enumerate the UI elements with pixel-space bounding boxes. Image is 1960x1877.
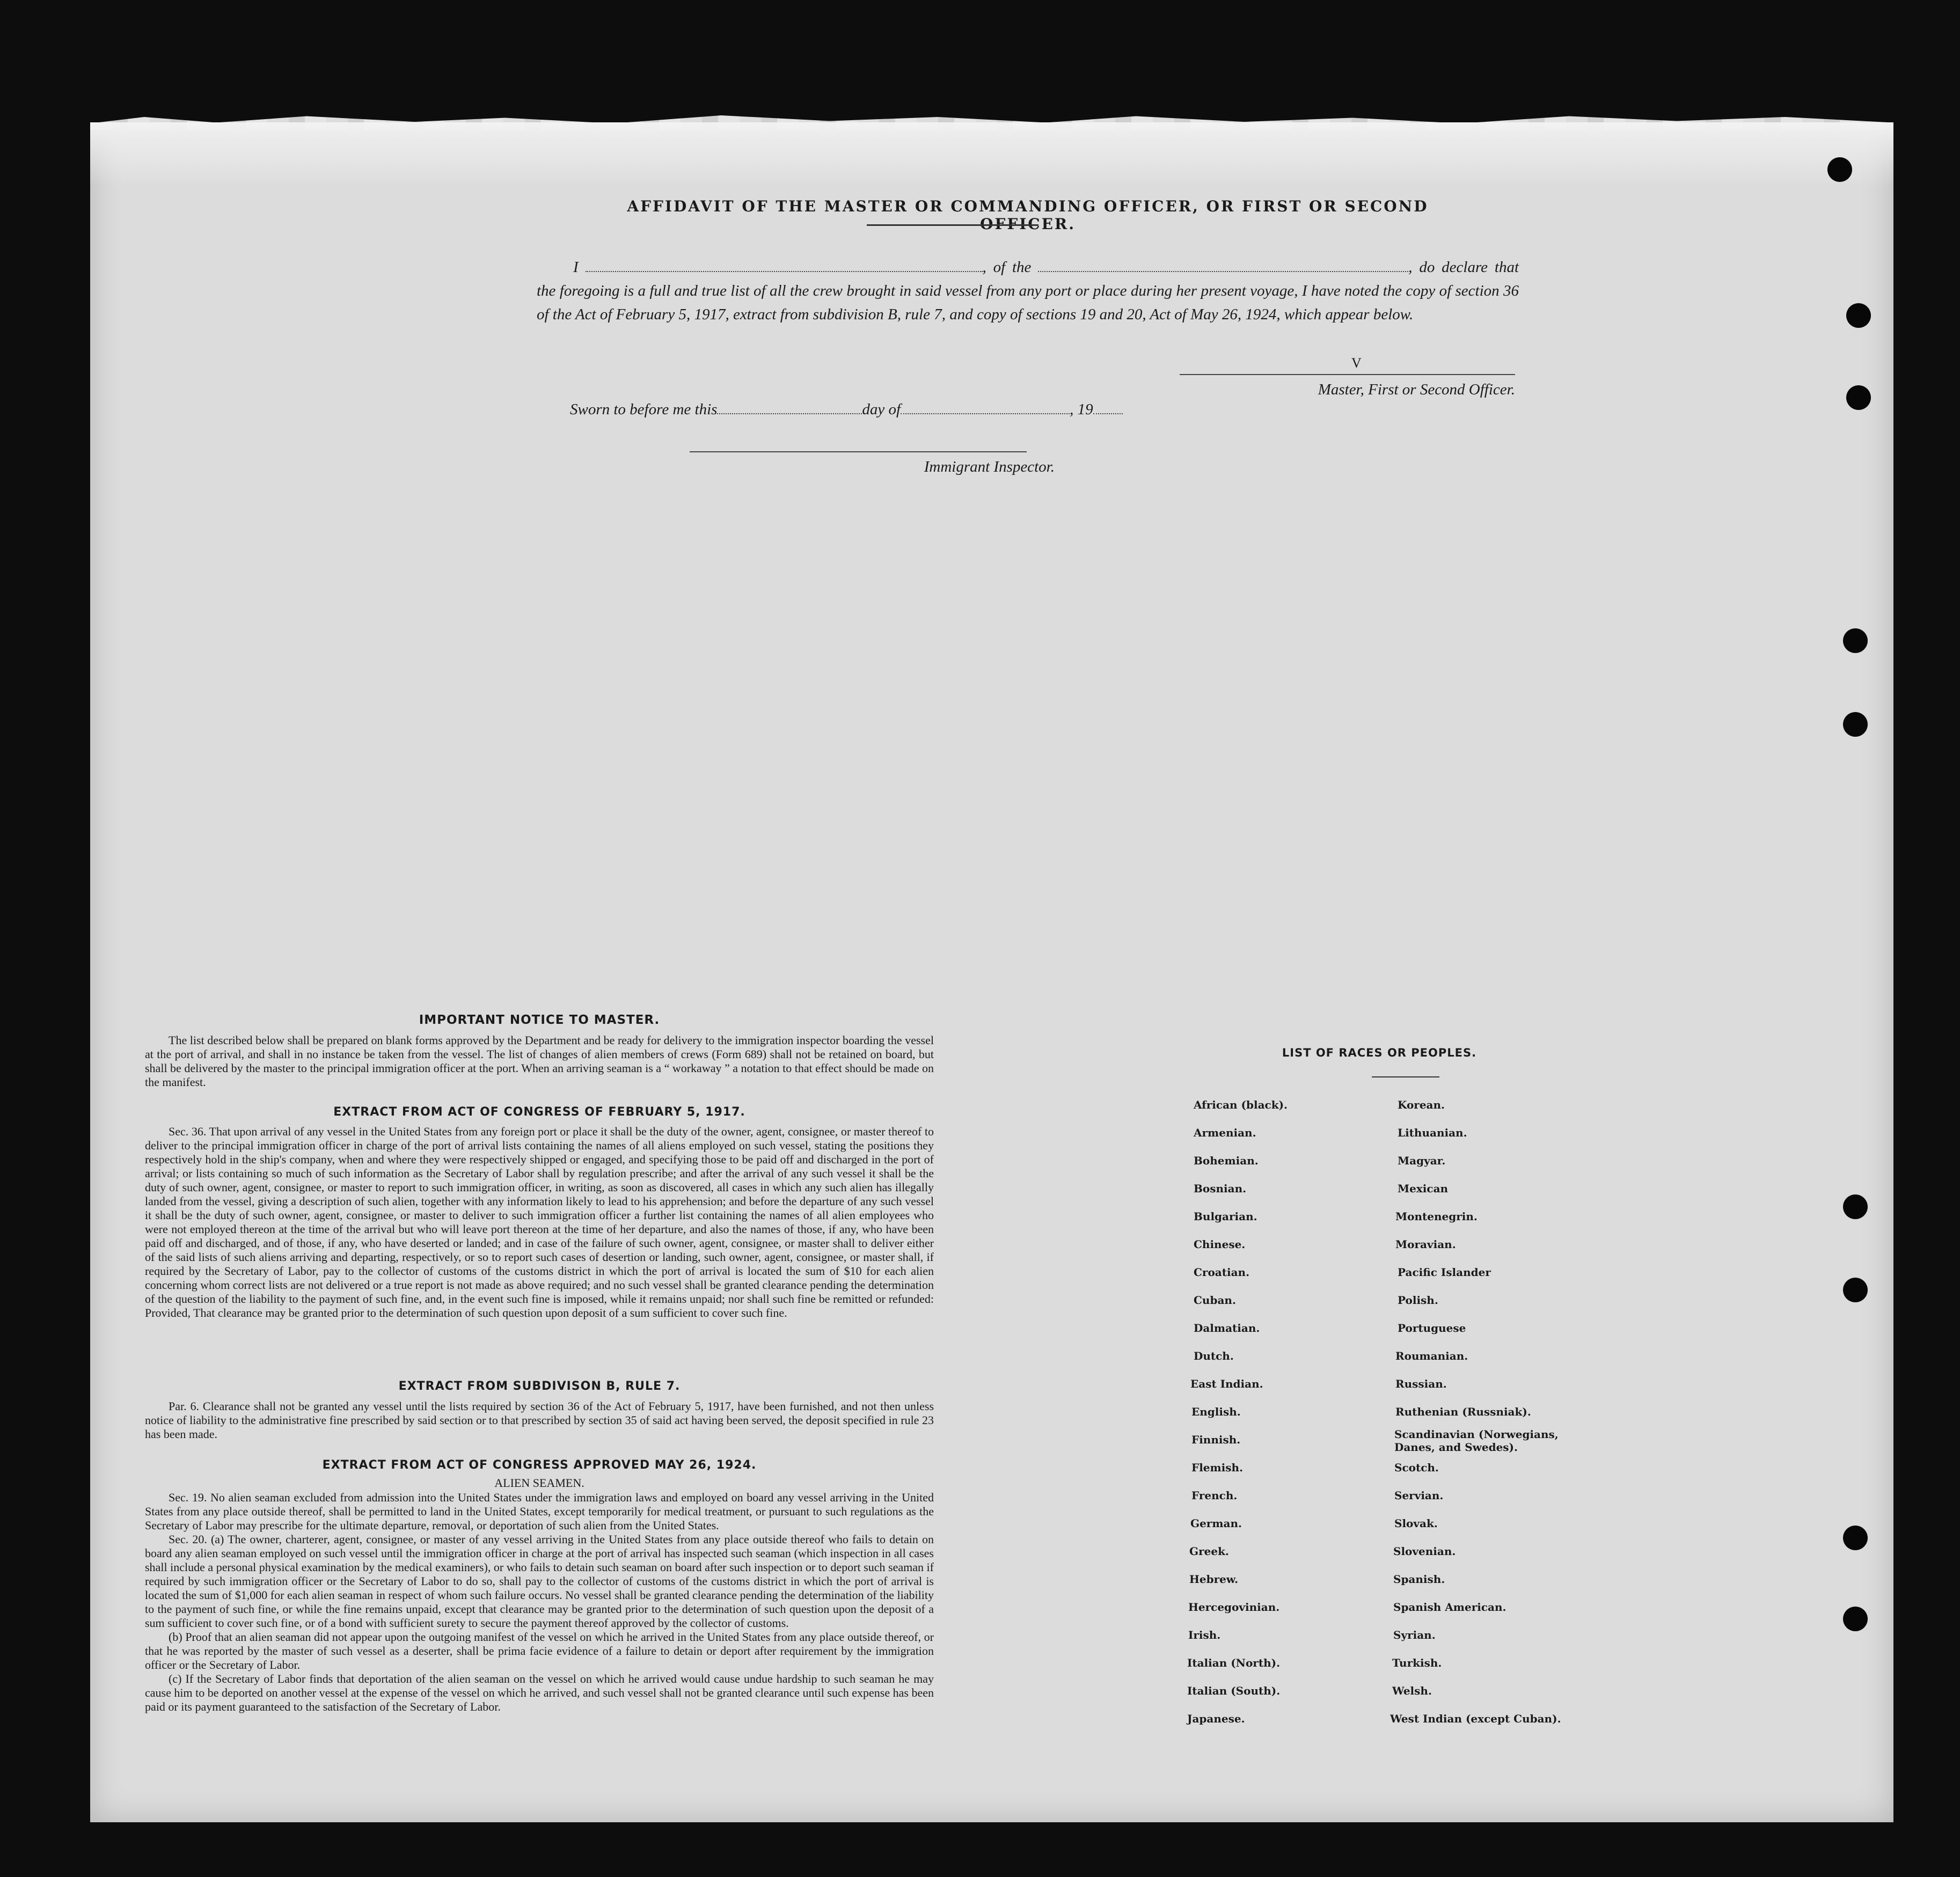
race-item: Pacific Islander [1398,1266,1491,1279]
race-item: Bohemian. [1194,1154,1259,1167]
race-item: African (black). [1194,1098,1288,1111]
race-item: Bulgarian. [1194,1210,1257,1223]
name-field[interactable] [586,258,983,272]
sworn-month-field[interactable] [901,400,1070,414]
race-item: French. [1191,1489,1238,1502]
race-item: West Indian (except Cuban). [1390,1712,1561,1725]
section-20c-paragraph: (c) If the Secretary of Labor finds that deportation of the alien seaman on the vessel on which he arrived would cause undue hardship to such seaman he may cause him to be deported on another vessel at the expense of the vessel on which he arrived, and such vessel shall not be granted clearance until such expense has been paid or its payment guaranteed to the satisfaction of the Secretary of Labor. [145,1672,934,1713]
race-item: Welsh. [1392,1684,1432,1697]
race-item: Hebrew. [1189,1573,1239,1586]
signature-line[interactable] [1180,374,1515,375]
affidavit-of: , of the [982,259,1032,276]
race-item: Syrian. [1393,1629,1436,1641]
extract-1917-text [145,1125,934,1320]
race-item: Scandinavian (Norwegians, Danes, and Swedes). [1394,1428,1559,1454]
binder-hole-icon [1846,303,1871,328]
binder-hole-icon [1843,712,1868,737]
affidavit-declare: , do declare [1408,259,1488,276]
race-item: Ruthenian (Russniak). [1395,1405,1531,1418]
section-36-paragraph: Sec. 36. That upon arrival of any vessel in the United States from any foreign port or place it shall be the duty of the owner, agent, consignee, or master thereof to deliver to the principal immigration officer in charge of the port of arrival lists containing the names of all aliens employed on such vessel, stating the positions they respectively hold in the ship's company, when and where they were respectively shipped or engaged, and specifying those to be paid off and discharged in the port of arrival; or lists containing so much of such information as the Secretary of Labor shall by regulation prescribe; and after the arrival of any such vessel it shall be the duty of such owner, agent, consignee, or master to report to such immigration officer, in writing, as soon as discovered, all cases in which any such alien has illegally landed from the vessel, giving a description of such alien, together with any information likely to lead to his apprehension; and before the departure of any such vessel it shall be the duty of such owner, agent, consignee, or master to deliver to such immigration officer a further list containing the names of all alien employees who were not employed thereon at the time of the arrival but who will leave port thereon at the time of her departure, and also the names of those, if any, who have been paid off and discharged, and of those, if any, who have deserted or landed; and in case of the failure of such owner, agent, consignee, or master shall to deliver either of the said lists of such aliens arriving and departing, respectively, or so to report such cases of desertion or landing, such owner, agent, consignee, or master shall, if required by the Secretary of Labor, pay to the collector of customs of the customs district in which the port of arrival is located the sum of $10 for each alien concerning whom correct lists are not delivered or a true report is not made as above required; and no such vessel shall be granted clearance pending the determination of the question of the liability to the payment of such fine, and, in the event such fine is imposed, while it remains unpaid; nor shall such fine be remitted or refunded: Provided, That clearance may be granted prior to the determination of such question upon deposit of a sum sufficient to cover such fine. [145,1125,934,1319]
race-item: Greek. [1189,1545,1229,1558]
rule7-paragraph: Par. 6. Clearance shall not be granted any vessel until the lists required by section 36 of the Act of February 5, 1917, have been furnished, and not then unless notice of liability to the administrative fine prescribed by said section or to that prescribed by section 35 of said act having been served, the deposit specified in rule 23 has been made. [145,1399,934,1441]
extract-1924-text [145,1491,934,1714]
race-item: Roumanian. [1395,1350,1468,1362]
race-item: Slovak. [1394,1517,1438,1530]
sworn-text: Sworn to before me this [570,401,718,418]
notice-heading: IMPORTANT NOTICE TO MASTER. [419,1013,660,1027]
race-item: Italian (South). [1187,1684,1281,1697]
race-item: Montenegrin. [1395,1210,1478,1223]
binder-hole-icon [1843,1607,1868,1631]
binder-hole-icon [1843,1278,1868,1302]
affidavit-i: I [573,259,579,276]
race-item: Flemish. [1191,1461,1244,1474]
race-item: German. [1190,1517,1242,1530]
race-item: Mexican [1398,1182,1449,1195]
race-item: Japanese. [1187,1712,1245,1725]
race-item: English. [1191,1405,1241,1418]
sworn-year-label: , 19 [1070,401,1093,418]
sworn-day-field[interactable] [717,400,862,414]
vessel-field[interactable] [1038,258,1408,272]
race-item: Bosnian. [1194,1182,1247,1195]
affidavit-body [537,255,1519,326]
sworn-year-field[interactable] [1093,400,1123,414]
affidavit-title: AFFIDAVIT OF THE MASTER OR COMMANDING OFFICER, OR FIRST OR SECOND OFFICER. [627,197,1429,233]
page-top-fade [90,122,1893,187]
race-item: Irish. [1188,1629,1221,1641]
race-item: Magyar. [1398,1154,1446,1167]
binder-hole-icon [1846,385,1871,410]
race-item: Cuban. [1194,1294,1236,1307]
race-item: Hercegovinian. [1188,1601,1280,1614]
binder-hole-icon [1843,1526,1868,1550]
race-item: Lithuanian. [1398,1126,1467,1139]
affidavit-statement: that the foregoing is a full and true list of all the crew brought in said vessel from any port or place during her present voyage, I have noted the copy of section 36 of the Act of February 5, 1917, extract from subdivision B, rule 7, and copy of sections 19 and 20, Act of May 26, 1924, which appear below. [537,259,1519,323]
race-item: Korean. [1398,1098,1445,1111]
race-item: Moravian. [1395,1238,1456,1251]
rule7-text [145,1399,934,1441]
race-item: Croatian. [1194,1266,1250,1279]
binder-hole-icon [1843,1194,1868,1219]
race-item: Dalmatian. [1194,1322,1260,1335]
race-item: Scotch. [1394,1461,1439,1474]
race-item: Armenian. [1194,1126,1256,1139]
rule7-heading: EXTRACT FROM SUBDIVISON B, RULE 7. [398,1380,681,1393]
notice-text [145,1033,934,1089]
notice-paragraph: The list described below shall be prepared on blank forms approved by the Department and be ready for delivery to the immigration inspector boarding the vessel at the port of arrival, and shall in no instance be taken from the vessel. The list of changes of alien members of crews (Form 689) shall not be retained on board, but shall be delivered by the master to the principal immigration officer at the port. When an arriving seaman is a “ workaway ” a notation to that effect should be made on the manifest. [145,1033,934,1089]
races-divider [1372,1076,1439,1077]
race-item: Portuguese [1398,1322,1466,1335]
extract-1924-heading: EXTRACT FROM ACT OF CONGRESS APPROVED MAY 26, 1924. [322,1458,757,1472]
race-item: East Indian. [1190,1377,1263,1390]
race-item: Dutch. [1194,1350,1234,1362]
signature-mark: V [1351,355,1362,371]
section-19-paragraph: Sec. 19. No alien seaman excluded from admission into the United States under the immigration laws and employed on board any vessel arriving in the United States from any place outside thereof, shall be permitted to land in the United States, except temporarily for medical treatment, or pursuant to such regulations as the Secretary of Labor may prescribe for the ultimate departure, removal, or deportation of such alien from the United States. [145,1491,934,1532]
binder-hole-icon [1827,157,1852,182]
race-item: Spanish American. [1393,1601,1506,1614]
section-20a-paragraph: Sec. 20. (a) The owner, charterer, agent, consignee, or master of any vessel arriving in the United States from any place outside thereof who fails to detain on board any alien seaman employed on such vessel until the immigration officer in charge at the port of arrival has inspected such seaman (which inspection in all cases shall include a personal physical examination by the medical examiners), or who fails to detain such seaman on board after such inspection or to deport such seaman if required by such immigration officer or the Secretary of Labor to do so, shall pay to the collector of customs of the customs district in which the port of arrival is located the sum of $1,000 for each alien seaman in respect of whom such failure occurs. No vessel shall be granted clearance pending the determination of the liability to the payment of such fine, or while the fine remains unpaid, except that clearance may be granted prior to the determination of such question upon the deposit of a sum sufficient to cover such fine, or of a bond with sufficient surety to secure the payment thereof approved by the collector of customs. [145,1533,934,1630]
inspector-signature-line[interactable] [690,451,1027,452]
race-item: Spanish. [1393,1573,1445,1586]
signature-label: Master, First or Second Officer. [1318,381,1515,398]
sworn-day-label: day of [862,401,901,418]
binder-hole-icon [1843,628,1868,653]
extract-1917-heading: EXTRACT FROM ACT OF CONGRESS OF FEBRUARY 5, 1917. [333,1105,745,1119]
race-item: Turkish. [1392,1656,1442,1669]
inspector-label: Immigrant Inspector. [924,458,1055,475]
race-item: Finnish. [1191,1433,1241,1446]
race-item: Polish. [1398,1294,1438,1307]
races-title: LIST OF RACES OR PEOPLES. [1282,1046,1477,1059]
race-item: Servian. [1394,1489,1444,1502]
sworn-line [570,400,1123,419]
race-item: Slovenian. [1393,1545,1456,1558]
race-item: Russian. [1395,1377,1447,1390]
race-item: Italian (North). [1187,1656,1281,1669]
section-20b-paragraph: (b) Proof that an alien seaman did not appear upon the outgoing manifest of the vessel on which he arrived in the United States from any place outside thereof, or that he was reported by the master of such vessel as a deserter, shall be prima facie evidence of a failure to detain or deport after requirement by the immigration officer or the Secretary of Labor. [145,1630,934,1671]
title-divider [867,224,1038,226]
race-item: Chinese. [1194,1238,1246,1251]
alien-seamen-heading: ALIEN SEAMEN. [494,1476,584,1490]
